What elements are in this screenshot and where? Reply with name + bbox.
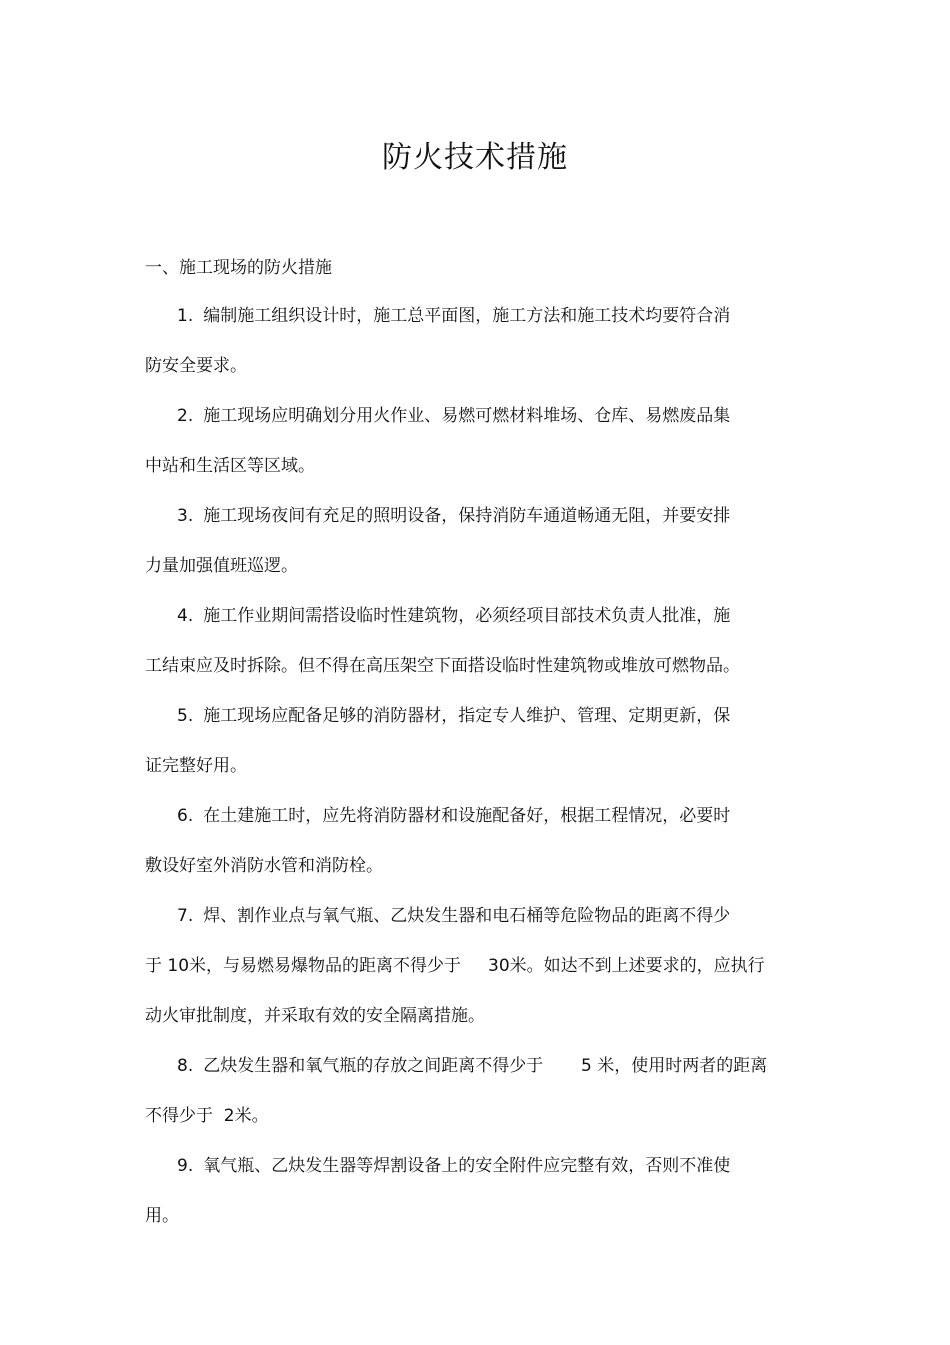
item-text: 焊、割作业点与氧气瓶、乙炔发生器和电石桶等危险物品的距离不得少 (203, 906, 731, 926)
item-text: 施工现场应配备足够的消防器材，指定专人维护、管理、定期更新，保 (203, 706, 731, 726)
item-1-line-1 (177, 303, 730, 329)
item-text: 编制施工组织设计时，施工总平面图，施工方法和施工技术均要符合消 (203, 306, 731, 326)
item-number: 4. (177, 606, 194, 626)
item-3-line-1 (177, 503, 730, 529)
section-heading: 一、施工现场的防火措施 (145, 258, 332, 278)
item-8-line-1 (177, 1053, 767, 1079)
item-7-line-3: 动火审批制度，并采取有效的安全隔离措施。 (145, 1006, 485, 1026)
item-text: 施工现场应明确划分用火作业、易燃可燃材料堆场、仓库、易燃废品集 (203, 406, 731, 426)
item-number: 9. (177, 1156, 194, 1176)
item-2-line-1 (177, 403, 730, 429)
item-7-line-2: 于 10米，与易燃易爆物品的距离不得少于 30米。如达不到上述要求的，应执行 (145, 956, 765, 976)
item-number: 3. (177, 506, 194, 526)
item-text: 施工现场夜间有充足的照明设备，保持消防车通道畅通无阻，并要安排 (203, 506, 731, 526)
item-number: 2. (177, 406, 194, 426)
item-9-line-1 (177, 1153, 730, 1179)
item-5-line-1 (177, 703, 730, 729)
item-7-line-1 (177, 903, 730, 929)
item-2-line-2: 中站和生活区等区域。 (145, 456, 315, 476)
item-4-line-1 (177, 603, 730, 629)
item-9-line-2: 用。 (145, 1206, 179, 1226)
item-number: 8. (177, 1056, 194, 1076)
item-text: 施工作业期间需搭设临时性建筑物，必须经项目部技术负责人批准，施 (203, 606, 731, 626)
item-1-line-2: 防安全要求。 (145, 356, 247, 376)
item-number: 7. (177, 906, 194, 926)
item-text: 在土建施工时，应先将消防器材和设施配备好，根据工程情况，必要时 (203, 806, 731, 826)
item-4-line-2: 工结束应及时拆除。但不得在高压架空下面搭设临时性建筑物或堆放可燃物品。 (145, 656, 740, 676)
item-number: 6. (177, 806, 194, 826)
item-3-line-2: 力量加强值班巡逻。 (145, 556, 298, 576)
item-5-line-2: 证完整好用。 (145, 756, 247, 776)
item-6-line-1 (177, 803, 730, 829)
item-8-line-2: 不得少于 2米。 (145, 1106, 269, 1126)
item-text: 乙炔发生器和氧气瓶的存放之间距离不得少于 5 米，使用时两者的距离 (203, 1056, 768, 1076)
item-number: 5. (177, 706, 194, 726)
item-6-line-2: 敷设好室外消防水管和消防栓。 (145, 856, 383, 876)
item-number: 1. (177, 306, 194, 326)
item-text: 氧气瓶、乙炔发生器等焊割设备上的安全附件应完整有效，否则不准使 (203, 1156, 731, 1176)
document-title: 防火技术措施 (382, 140, 568, 175)
